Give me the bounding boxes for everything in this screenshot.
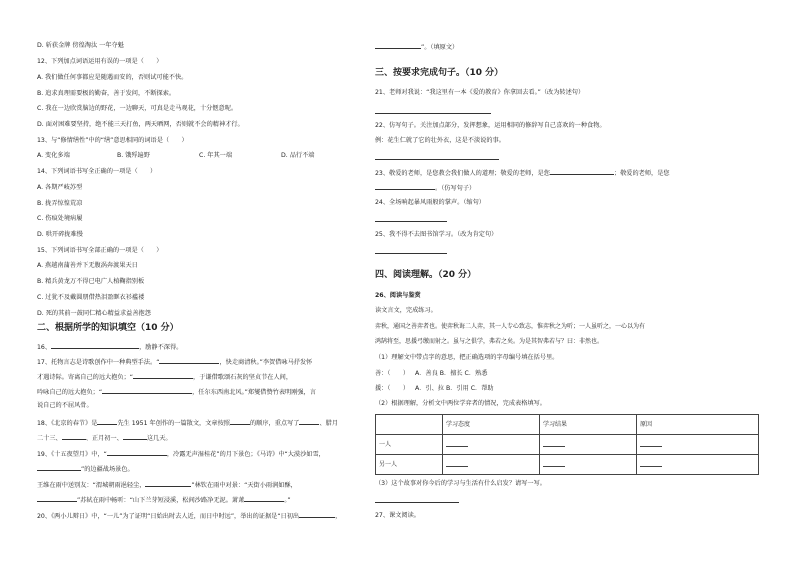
q16-blank[interactable] [51, 342, 139, 349]
cell-blank[interactable] [543, 440, 565, 447]
q17-blank-2[interactable] [133, 372, 193, 379]
q15-option-a: A. 燕越南蒲善并下无腹涡奔渡果天日 [37, 262, 138, 269]
section-4-heading: 四、阅读理解。（20 分） [375, 270, 477, 280]
q19-line-4: ”苏轼在雨中畅听：“山下兰芽短浸溪，松间沙路净无泥。萧萧 。” [37, 495, 291, 505]
q13-option-a: A. 变化多端 [37, 152, 70, 159]
q26-1-stem: （1）理解文中带点字的意思，把正确选项的字母编号填在括号里。 [375, 354, 559, 361]
table-header-cell: 学习结果 [540, 415, 637, 435]
q23-line-1: 23、敬爱的老师，是您教会我们做人的道理；敬爱的老师，是您 ；敬爱的老师，是您 [375, 170, 670, 177]
q17-line-4: 说自己的不屈风骨。 [37, 402, 93, 409]
q24-stem: 24、全场响起暴风雨般的掌声。（缩句） [375, 199, 485, 206]
q13-option-d: D. 品行不端 [281, 152, 315, 159]
table-row-label: 一人 [376, 435, 443, 455]
q17-blank-3[interactable] [102, 387, 192, 394]
q11-option-d: D. 斩获金牌 傍徨淘汰 一年夺魁 [37, 42, 124, 49]
q13-stem: 13、与“修情缮性”中的“缮”意思相同的词语是（ ） [37, 137, 188, 144]
q16: 16、 ，励静不深得。 [37, 344, 183, 351]
q14-option-b: B. 拢弄惊惶荒凉 [37, 200, 83, 207]
q14-option-c: C. 伤痕处境病履 [37, 215, 83, 222]
q15-option-c: C. 过犹不及戴圆朋借热泪盈眶衣衫褴褛 [37, 294, 145, 301]
q15-option-b: B. 精兵黄龙万不得已电广人植鞠指别板 [37, 278, 145, 285]
table-header-cell [376, 415, 443, 435]
q13-option-c: C. 年其一端 [199, 152, 233, 159]
section-2-heading: 二、根据所学的知识填空（10 分） [37, 323, 179, 333]
table-row [376, 455, 759, 475]
q17-line-1: 17、托物言志是诗歌创作中一种典型手法。“ ，快走商清秋。”李贺借咏马抒发怀 [37, 359, 313, 366]
q19-blank-1[interactable] [107, 449, 167, 456]
q15-stem: 15、下列词语书写全部正确的一项是（ ） [37, 247, 163, 254]
q20-continuation: ”。（填原文） [375, 42, 458, 52]
q23-blank-1[interactable] [550, 168, 614, 175]
q23-blank-2[interactable] [375, 183, 435, 190]
q19-blank-5[interactable] [244, 495, 284, 502]
q18-blank-2[interactable] [230, 418, 250, 425]
passage-line-1: 弈秋，通国之善弈者也。使弈秋诲二人弈，其一人专心致志，惟弈秋之为听；一人虽听之，一心以为有 [375, 323, 646, 330]
q14-stem: 14、下列词语书写全正确的一项是（ ） [37, 168, 157, 175]
cell-blank[interactable] [446, 440, 468, 447]
table-header-cell: 学习态度 [443, 415, 540, 435]
cell-blank[interactable] [446, 460, 468, 467]
q19-line-1: 19、《十五夜望月》中，“ ，冷露无声湿桂花”的月下景色；《马诗》中“大漠沙如雪， [37, 451, 325, 458]
q12-option-c: C. 我在一边欣赏脑边的野花，一边聊天，可真是走马观花，十分惬意呢。 [37, 105, 238, 112]
analysis-table [375, 414, 759, 475]
q21-answer-line [375, 107, 491, 117]
q14-option-d: D. 哄开碎拢难慢 [37, 231, 83, 238]
q24-answer-line [375, 215, 447, 225]
q12-option-b: B. 追求真理需要极的勤奋，善于发问，不断探索。 [37, 90, 176, 97]
q26-3-stem: （3）这个故事对你今后的学习与生活有什么启发？请写一写。 [375, 480, 546, 487]
q26-title: 26、阅读与鉴赏 [375, 292, 421, 299]
table-row-label: 另一人 [376, 455, 443, 475]
q25-answer-line [375, 247, 447, 257]
q26-intro: 读文言文，完成练习。 [375, 307, 437, 314]
q19-blank-4[interactable] [37, 495, 77, 502]
q12-option-d: D. 面对困难要坚持，绝不能三天打鱼，两天晒网，否则就不会的精神才行。 [37, 121, 244, 128]
section-3-heading: 三、按要求完成句子。（10 分） [375, 68, 504, 78]
q22-example: 例：花生仁就了它的壮外衣，这是不淡说的事。 [375, 137, 505, 144]
q25-stem: 25、我不得不去图书馆学习。（改为肯定句） [375, 231, 498, 238]
q26-1b: 援：（ ） A．引、拉 B．引用 C．帮助 [375, 385, 494, 392]
q20-blank-1[interactable] [299, 511, 335, 518]
q18-line-1: 18、《北京的春节》是 先生 1951 年创作的一篇散文，文章按照 的顺序，重点写了 、腊月 [37, 420, 339, 427]
table-row [376, 435, 759, 455]
q26-1a: 善：（ ） A．善良 B．擅长 C．熟悉 [375, 370, 488, 377]
q19-line-3: 王维在雨中送别友：“渭城朝雨浥轻尘， ”林钦在雨中对景：“天街小雨润如酥， [37, 482, 297, 489]
table-header-cell: 原因 [637, 415, 759, 435]
q20-blank-2[interactable] [375, 42, 421, 49]
q20-line-1: 20、《两小儿辩日》中，“一儿”为了证明“日始出时去人近，而日中时远”，举出的证据是“日初出 ， [37, 513, 342, 520]
cell-blank[interactable] [543, 460, 565, 467]
q19-blank-2[interactable] [37, 464, 81, 471]
passage-line-2: 鸿鹄将至，思援弓缴而射之。虽与之俱学，弗若之矣。为是其智弗若与？曰：非然也。 [375, 338, 604, 345]
q22-answer-line [375, 153, 499, 163]
q18-blank-4[interactable] [62, 433, 86, 440]
q13-options [37, 152, 314, 160]
cell-blank[interactable] [640, 440, 662, 447]
q13-option-b: B. 饿殍遍野 [117, 152, 150, 159]
q22-stem: 22、仿写句子。关注加点部分，发挥想象，运用相同的修辞写自己喜欢的一种食物。 [375, 122, 606, 129]
q18-blank-5[interactable] [123, 433, 147, 440]
q15-option-d: D. 死的其前一鼓同仁精心精益求益善抱怨 [37, 310, 151, 317]
q23-line-2: 。（仿写句子） [375, 183, 475, 193]
q21-stem: 21、老师对我说：“我这里有一本《爱的教育》你拿回去看。”（改为转述句） [375, 89, 585, 96]
q12-option-a: A. 我们做任何事都应是随遇而安的，否则试可能不快。 [37, 74, 188, 81]
q26-3-answer-line [375, 496, 459, 506]
q17-line-3: 吟咏自己的远大抱负；“ ，任尔东西南北风。”郑燮借赞竹表明刚强，言 [37, 389, 316, 396]
q26-2-stem: （2）根据理解，分析文中两位学弈者的情况，完成表格填写。 [375, 400, 546, 407]
q12-stem: 12、下列加点词语运用有误的一项是（ ） [37, 58, 163, 65]
q19-blank-3[interactable] [145, 480, 191, 487]
q17-blank-1[interactable] [159, 357, 219, 364]
q27-title: 27、课文阅读。 [375, 512, 420, 519]
q18-blank-3[interactable] [299, 418, 319, 425]
q14-option-a: A. 各期严岐苏型 [37, 184, 83, 191]
table-header-row [376, 415, 759, 435]
q19-line-2: ”的边疆战场景色。 [37, 464, 134, 474]
q17-line-2: 才遇诗际。寄离自己的远大抱负；“ ，于谦借歌颂石灰的坚贞节在人间， [37, 374, 293, 381]
q18-line-2: 二十三、 、正月初一、 这几天。 [37, 435, 172, 442]
cell-blank[interactable] [640, 460, 662, 467]
q18-blank-1[interactable] [97, 418, 117, 425]
